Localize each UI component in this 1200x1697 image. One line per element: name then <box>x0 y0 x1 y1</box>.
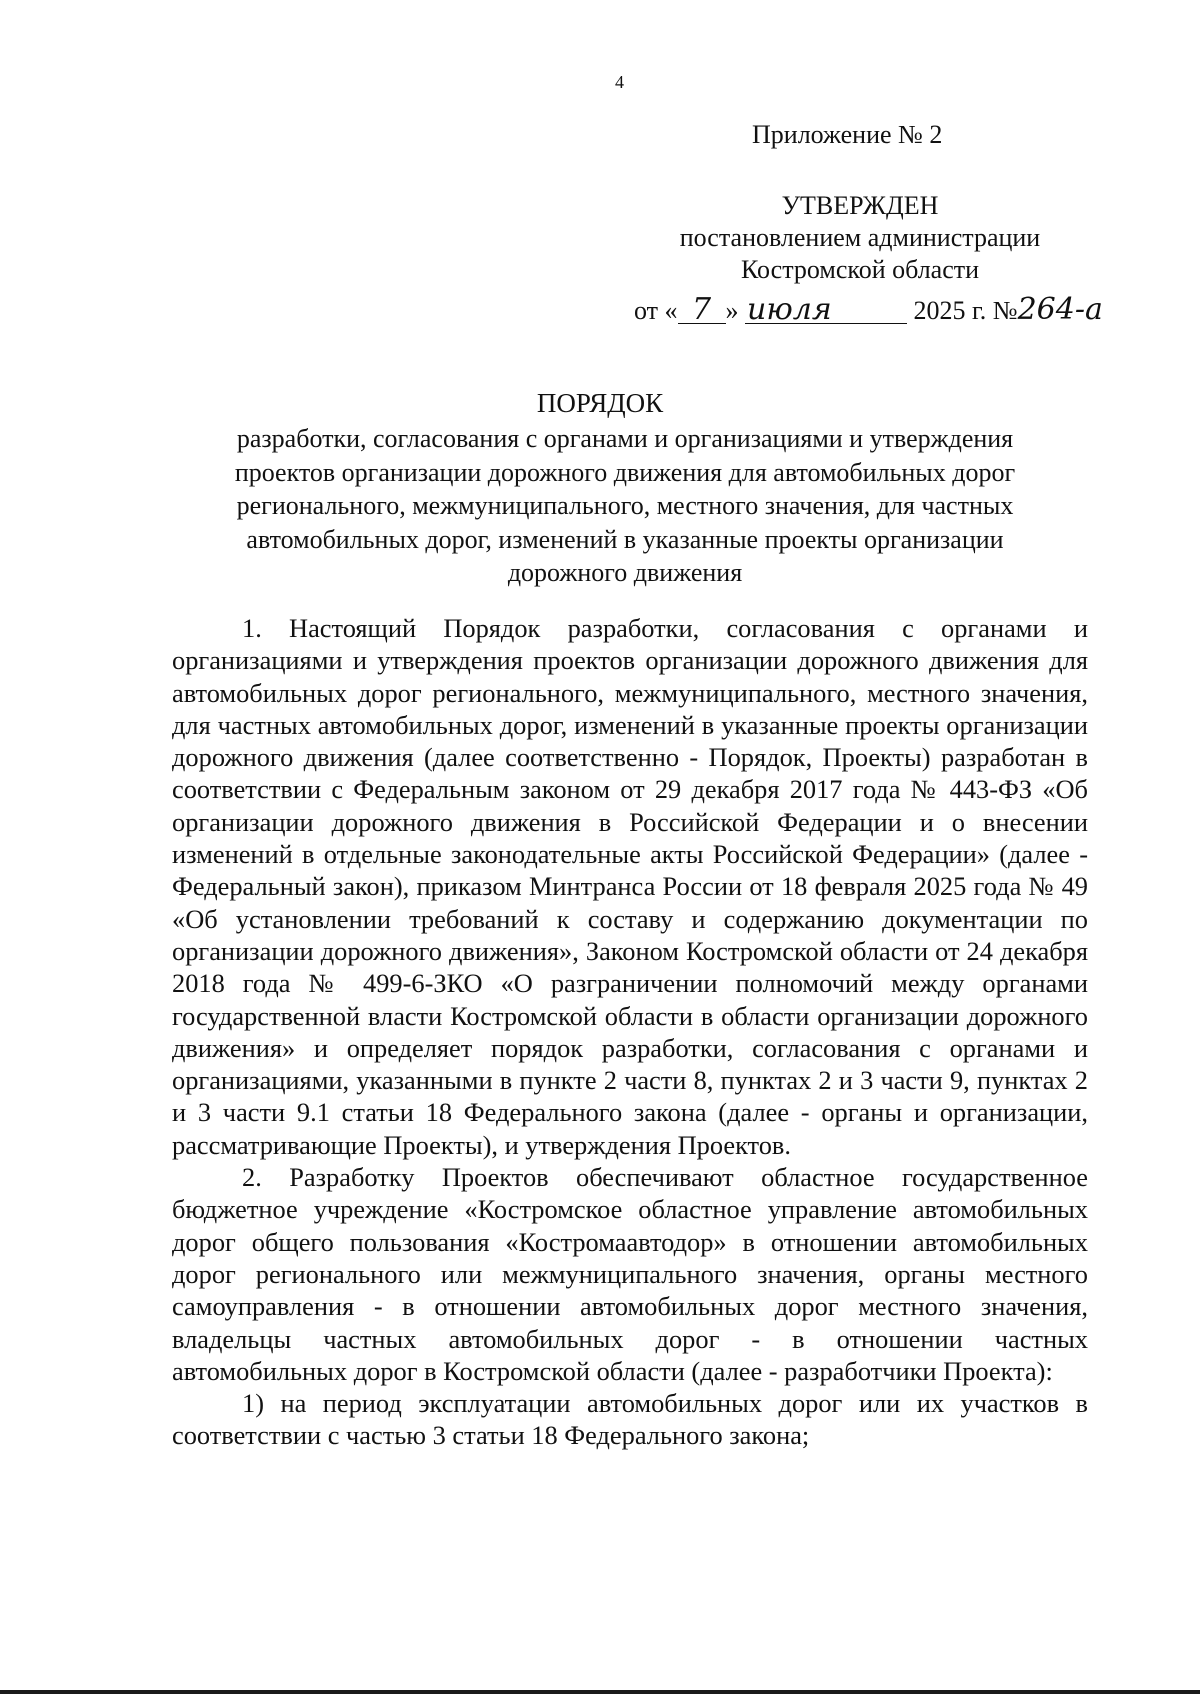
document-body <box>172 612 1088 1452</box>
date-year: 2025 г. № <box>913 296 1018 325</box>
paragraph-2: 2. Разработку Проектов обеспечивают областное государственное бюджетное учреждение «Костромское областное управление автомобильных дорог общего пользования «Костромаавтодор» в отношении автомобильных дорог регионального или межмуниципального значения, органы местного самоуправления - в отношении автомобильных дорог местного значения, владельцы частных автомобильных дорог - в отношении частных автомобильных дорог в Костромской области (далее - разработчики Проекта): <box>172 1162 1088 1386</box>
date-mid: » <box>725 296 739 325</box>
approval-line-1: постановлением администрации <box>679 223 1041 252</box>
page-number: 4 <box>615 72 624 92</box>
document-title: ПОРЯДОК <box>536 388 664 418</box>
approval-date-line <box>634 292 1154 327</box>
approval-block <box>600 190 1120 286</box>
handwritten-day: 7 <box>678 297 726 324</box>
paragraph-3: 1) на период эксплуатации автомобильных дорог или их участков в соответствии с частью 3 статьи 18 Федерального закона; <box>172 1388 1088 1451</box>
paragraph-1: 1. Настоящий Порядок разработки, согласования с органами и организациями и утверждения проектов организации дорожного движения для автомобильных дорог регионального, межмуниципального, местного значения, для частных автомобильных дорог, изменений в указанные проекты организации дорожного движения (далее соответственно - Порядок, Проекты) разработан в соответствии с Федеральным законом от 29 декабря 2017 года № 443-ФЗ «Об организации дорожного движения в Российской Федерации и о внесении изменений в отдельные законодательные акты Российской Федерации» (далее - Федеральный закон), приказом Минтранса России от 18 февраля 2025 года № 49 «Об установлении требований к составу и содержанию документации по организации дорожного движения», Законом Костромской области от 24 декабря 2018 года № 499-6-ЗКО «О разграничении полномочий между органами государственной власти Костромской области в области организации дорожного движения» и определяет порядок разработки, согласования с органами и организациями, указанными в пункте 2 части 8, пунктах 2 и 3 части 9, пунктах 2 и 3 части 9.1 статьи 18 Федерального закона (далее - органы и организации, рассматривающие Проекты), и утверждения Проектов. <box>172 613 1088 1160</box>
document-subtitle: разработки, согласования с органами и организациями и утверждения проектов организации дорожного движения для автомобильных дорог регионального, межмуниципального, местного значения, для частных автомобильных дорог, изменений в указанные проекты организации дорожного движения <box>234 424 1016 587</box>
approval-line-2: Костромской области <box>740 255 980 284</box>
scan-bottom-edge <box>0 1690 1200 1694</box>
appendix-label: Приложение № 2 <box>752 120 943 149</box>
approval-title: УТВЕРЖДЕН <box>781 191 939 220</box>
handwritten-month: июля <box>745 297 907 324</box>
date-prefix: от « <box>634 296 678 325</box>
handwritten-number: 264-а <box>1017 292 1103 327</box>
